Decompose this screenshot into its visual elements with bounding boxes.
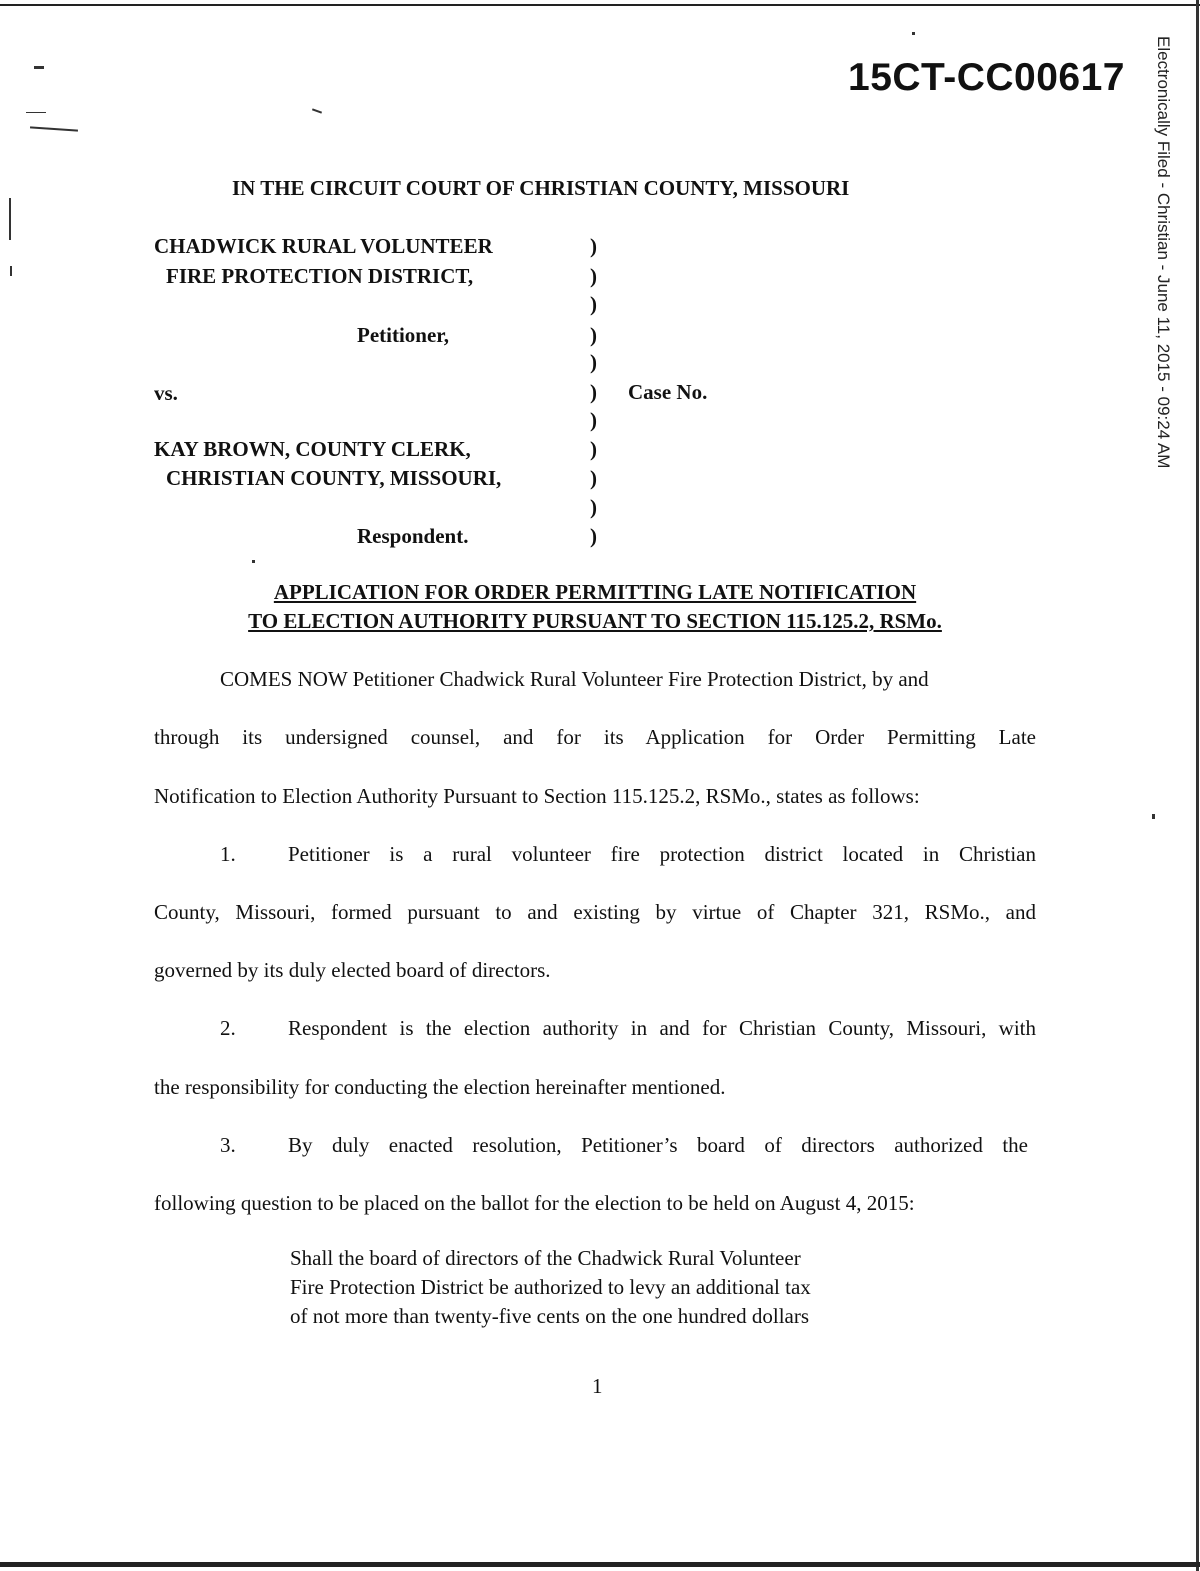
paragraph-number: 1. [220,842,236,866]
scan-mark-left [9,198,11,240]
caption-parenthesis: ) [590,524,597,548]
caption-parenthesis: ) [590,437,597,461]
scan-speck [30,126,78,131]
ballot-question-line-3: of not more than twenty-five cents on the one hundred dollars [290,1304,810,1328]
petitioner-role: Petitioner, [357,323,449,347]
court-title: IN THE CIRCUIT COURT OF CHRISTIAN COUNTY, MISSOURI [232,176,850,200]
paragraph-1-line-3: governed by its duly elected board of directors. [154,958,551,982]
caption-parenthesis: ) [590,408,597,432]
respondent-name-line2: CHRISTIAN COUNTY, MISSOURI, [166,466,502,490]
scan-speck [26,112,46,113]
versus-label: vs. [154,381,178,405]
respondent-role: Respondent. [357,524,469,548]
paragraph-2-line-2: the responsibility for conducting the election hereinafter mentioned. [154,1075,726,1099]
caption-parenthesis: ) [590,292,597,316]
paragraph-1-line-1: Petitioner is a rural volunteer fire protection district located in Christian [288,842,1036,866]
paragraph-2-line-1: Respondent is the election authority in and for Christian County, Missouri, with [288,1016,1036,1040]
intro-line-1: COMES NOW Petitioner Chadwick Rural Volunteer Fire Protection District, by and [220,667,929,691]
caption-parenthesis: ) [590,380,597,404]
paragraph-number: 2. [220,1016,236,1040]
scan-border-bottom [0,1562,1200,1567]
caption-parenthesis: ) [590,264,597,288]
scan-speck [1152,814,1155,819]
caption-parenthesis: ) [590,495,597,519]
intro-line-3: Notification to Election Authority Pursuant to Section 115.125.2, RSMo., states as follows: [154,784,920,808]
scan-speck [252,560,255,563]
petitioner-name-line2: FIRE PROTECTION DISTRICT, [166,264,474,288]
case-number: 15CT-CC00617 [848,56,1125,99]
document-title-line1: APPLICATION FOR ORDER PERMITTING LATE NOTIFICATION [273,580,917,604]
paragraph-3-line-1: By duly enacted resolution, Petitioner’s board of directors authorized the [288,1133,1028,1157]
caption-parenthesis: ) [590,350,597,374]
caption-parenthesis: ) [590,323,597,347]
caption-parenthesis: ) [590,466,597,490]
scan-speck [912,32,915,35]
paragraph-1-line-2: County, Missouri, formed pursuant to and existing by virtue of Chapter 321, RSMo., and [154,900,1036,924]
case-no-label: Case No. [628,380,708,404]
caption-parenthesis: ) [590,234,597,258]
respondent-name-line1: KAY BROWN, COUNTY CLERK, [154,437,471,461]
scan-border-right [1196,0,1199,1571]
scan-border-top [0,4,1200,6]
paragraph-number: 3. [220,1133,236,1157]
efile-stamp: Electronically Filed - Christian - June 11, 2015 - 09:24 AM [1154,36,1173,469]
petitioner-name-line1: CHADWICK RURAL VOLUNTEER [154,234,493,258]
ballot-question-line-1: Shall the board of directors of the Chadwick Rural Volunteer [290,1246,801,1270]
scan-speck [312,108,322,113]
scan-speck [34,66,44,69]
page-number: 1 [592,1374,603,1398]
intro-line-2: through its undersigned counsel, and for its Application for Order Permitting Late [154,725,1036,749]
scan-speck [10,266,12,276]
ballot-question-line-2: Fire Protection District be authorized to levy an additional tax [290,1275,811,1299]
paragraph-3-line-2: following question to be placed on the ballot for the election to be held on August 4, 2015: [154,1191,915,1215]
document-title-line2: TO ELECTION AUTHORITY PURSUANT TO SECTION 115.125.2, RSMo. [248,609,942,633]
